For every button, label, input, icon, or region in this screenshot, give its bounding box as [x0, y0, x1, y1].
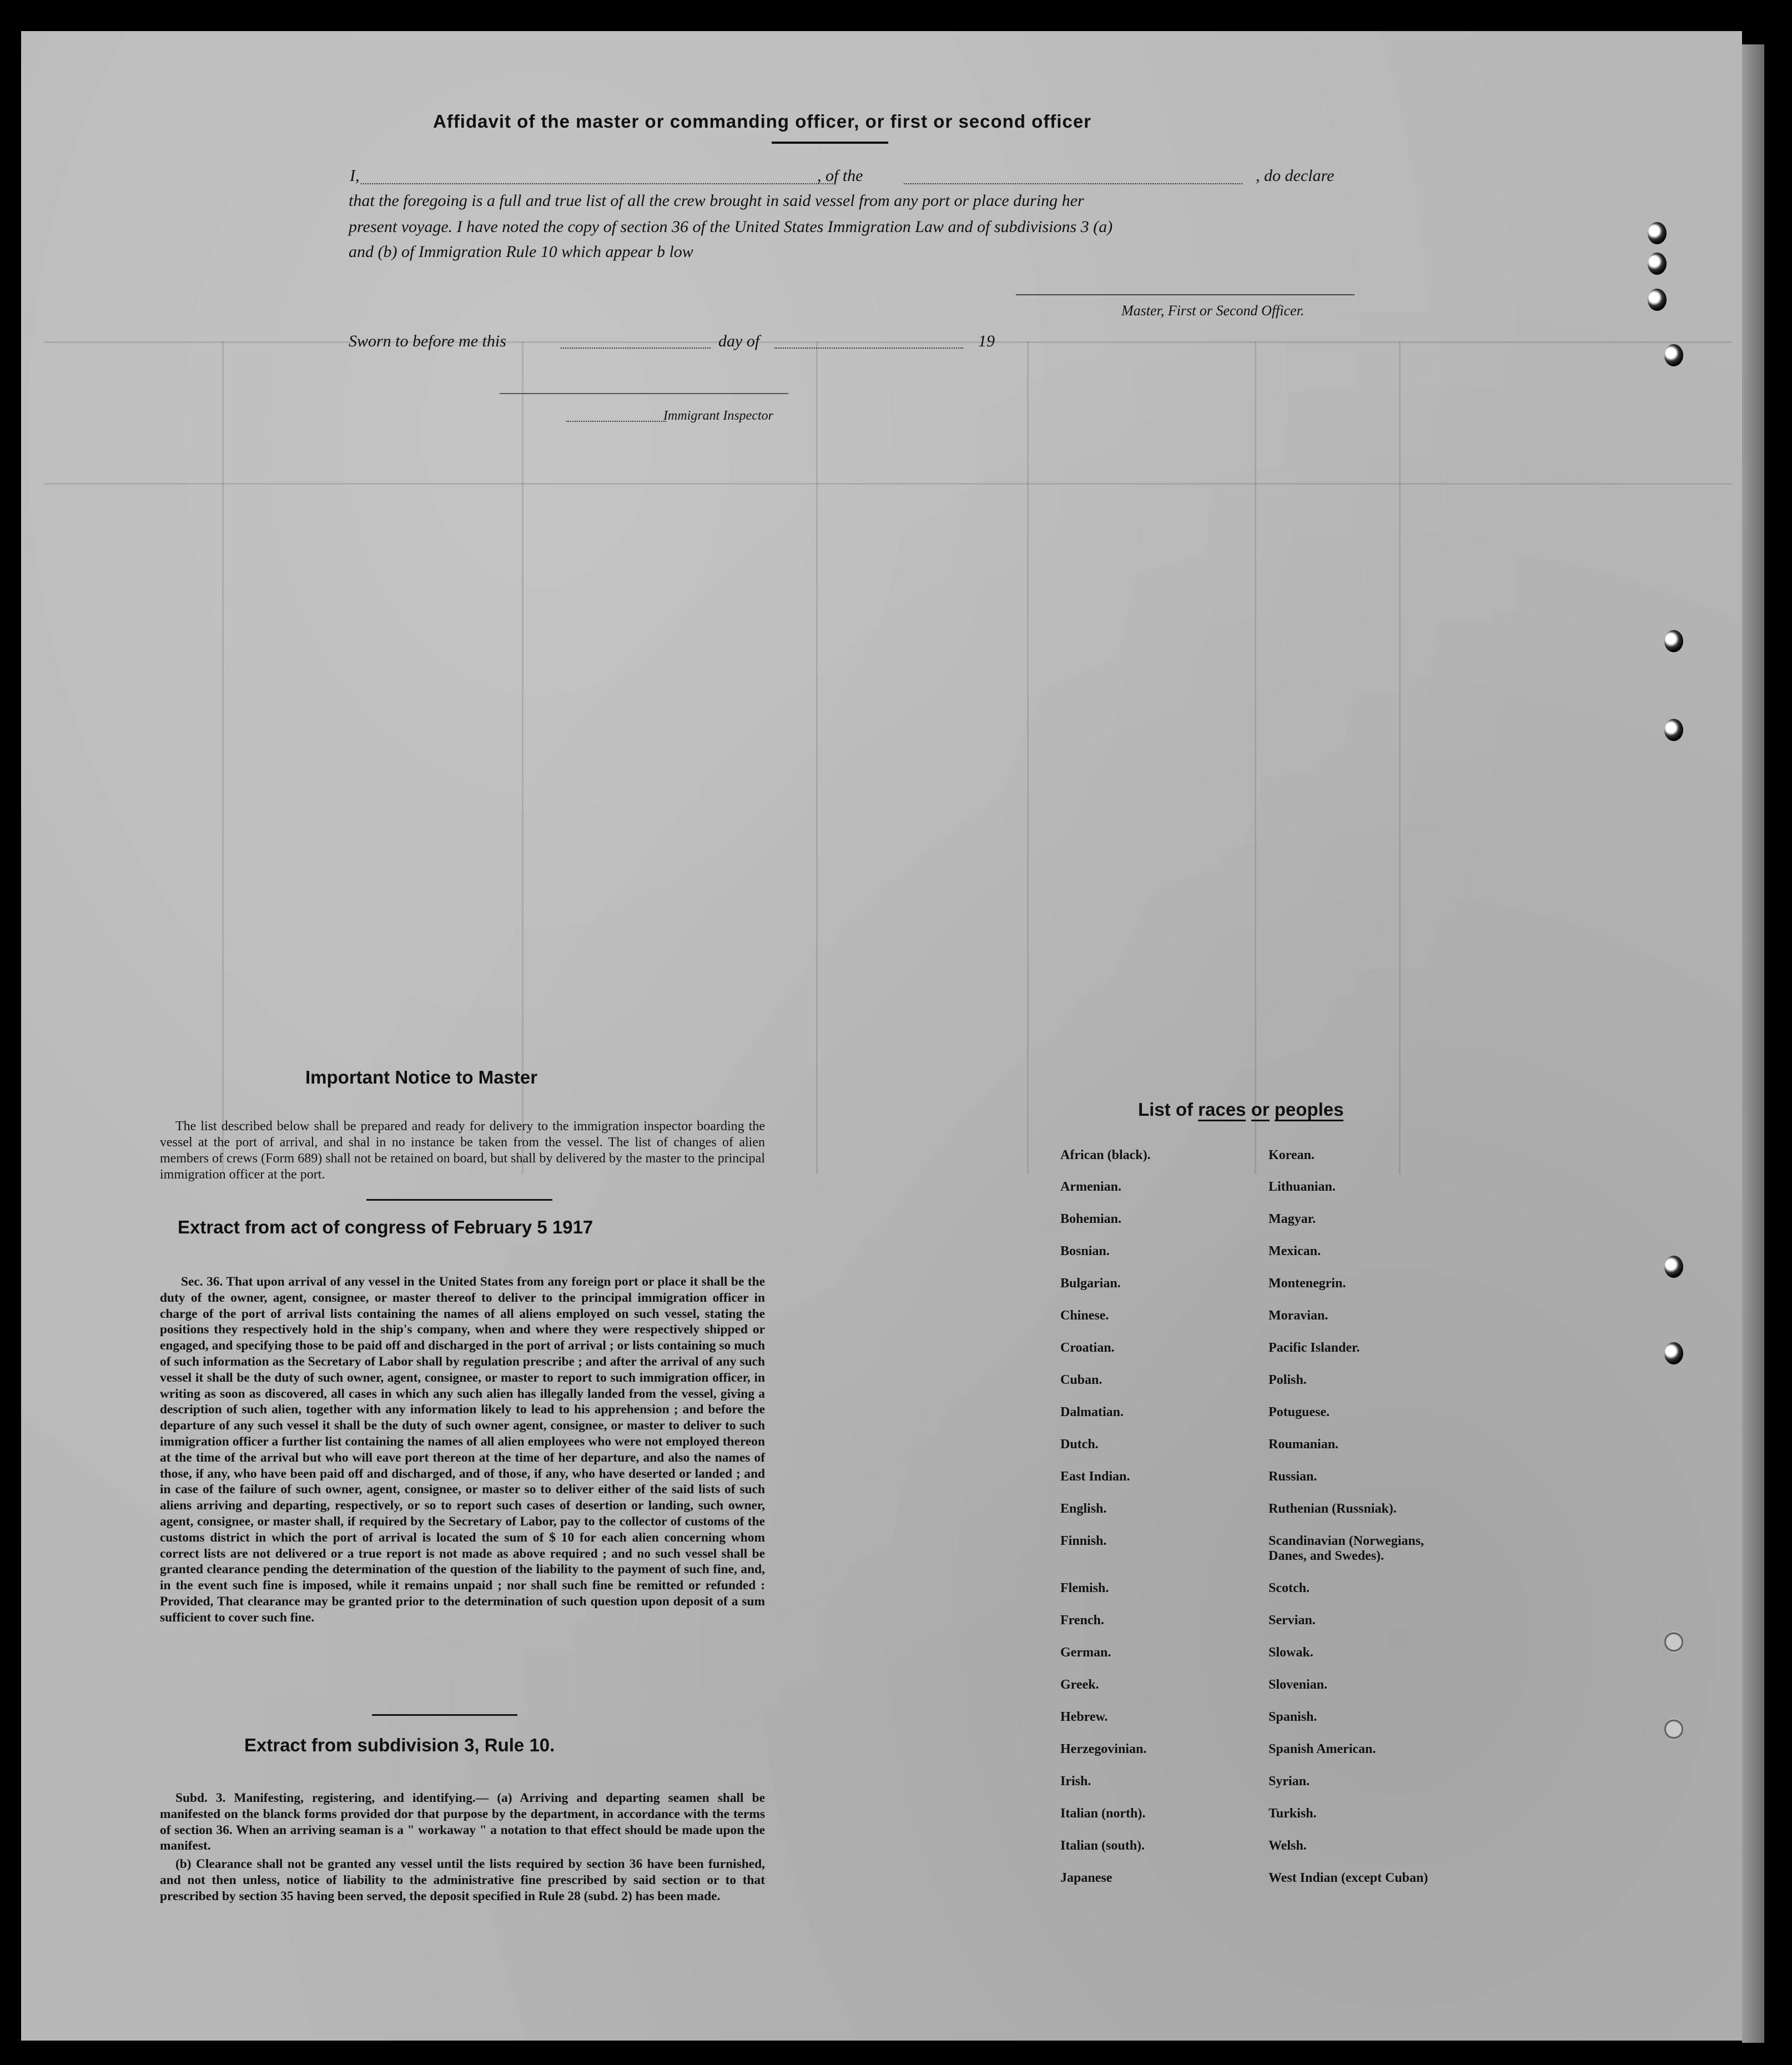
race-item: East Indian.	[1060, 1469, 1130, 1484]
master-name-field[interactable]	[361, 183, 833, 184]
subdivision-3b-text: (b) Clearance shall not be granted any vessel until the lists required by section 36 have been furnished, and not then unless, notice of liability to the administrative fine prescribed by said section or to that prescribed by section 35 having been served, the deposit specified in Rule 28 (subd. 2) has been made.	[160, 1857, 765, 1903]
ghost-table-line	[44, 341, 1732, 343]
notice-title: Important Notice to Master	[305, 1067, 538, 1087]
race-item: Roumanian.	[1269, 1437, 1339, 1452]
binder-hole-icon	[1664, 1256, 1683, 1278]
ghost-table-line	[1255, 341, 1256, 1174]
race-item: Servian.	[1269, 1613, 1316, 1628]
race-item: Italian (north).	[1060, 1806, 1146, 1821]
subdivision-3a-text: Subd. 3. Manifesting, registering, and identifying.— (a) Arriving and departing seamen shall be manifested on the blanck forms provided dor that purpose by the department, in accordance with the terms of section 36. When an arriving seaman is a " workaway " a notation to that effect should be made upon the manifest.	[160, 1791, 765, 1854]
ghost-table-line	[522, 341, 523, 1174]
race-item: Spanish.	[1269, 1710, 1317, 1724]
day-field[interactable]	[561, 347, 711, 349]
affidavit-i-label: I,	[350, 167, 360, 185]
race-item: Dalmatian.	[1060, 1405, 1124, 1419]
divider	[372, 1714, 517, 1716]
race-item: Slovenian.	[1269, 1678, 1328, 1692]
year-label: 19	[978, 332, 995, 350]
extract-act-title: Extract from act of congress of February 5 1917	[178, 1217, 593, 1237]
inspector-label: Immigrant Inspector	[663, 409, 773, 423]
page-edge	[1742, 44, 1764, 2043]
race-item: African (black).	[1060, 1148, 1151, 1162]
race-item: Bosnian.	[1060, 1244, 1110, 1258]
races-title-word: or	[1251, 1099, 1270, 1121]
ghost-table-line	[816, 341, 818, 1174]
race-item: Welsh.	[1269, 1839, 1307, 1853]
race-item: Korean.	[1269, 1148, 1315, 1162]
ghost-table-line	[1399, 341, 1401, 1174]
section-36-text: Sec. 36. That upon arrival of any vessel in the United States from any foreign port or place it shall be the duty of the owner, agent, consignee, or master thereof to deliver to the principal immigration officer in charge of the port of arrival lists containing the names of all aliens employed on such vessel, stating the positions they respectively hold in the ship's company, when and where they were respectively shipped or engaged, and specifying those to be paid off and discharged in the port of arrival ; or lists containing so much of such information as the Secretary of Labor shall by regulation prescribe ; and after the arrival of any such vessel it shall be the duty of such owner, agent, consignee, or master to report to such immigration officer, in writing as soon as discovered, all cases in which any such alien has illegally landed from the vessel, giving a description of such alien, together with any information likely to lead to his apprehension ; and before the departure of any such vessel it shall be the duty of such owner agent, consignee, or master to deliver to such immigration officer a further list containing the names of all alien employees who were not employed thereon at the time of the arrival but who will eave port thereon at the time of her departure, and also the names of those, if any, who have been paid off and discharged, and of those, if any, who have deserted or landed ; and in case of the failure of such owner, agent, consignee, or master so to deliver either of the said lists of such aliens arriving and departing, respectively, or so to report such cases of desertion or landing, such owner, agent, consignee, or master shall, if required by the Secretary of Labor, pay to the collector of customs of the customs district in which the port of arrival is located the sum of $ 10 for each alien concerning whom correct lists are not delivered or a true report is not made as above required ; and no such vessel shall be granted clearance pending the determination of the question of the liability to the payment of such fine, and, in the event such fine is imposed, while it remains unpaid ; nor shall such fine be remitted or refunded : Provided, That clearance may be granted prior to the determination of such question upon deposit of a sum sufficient to cover such fine.	[160, 1275, 765, 1625]
race-item: Scandinavian (Norwegians, Danes, and Swedes).	[1269, 1534, 1424, 1563]
race-item: Bohemian.	[1060, 1212, 1122, 1226]
race-item: Chinese.	[1060, 1308, 1109, 1323]
race-item: Flemish.	[1060, 1581, 1109, 1595]
vessel-name-field[interactable]	[904, 183, 1242, 184]
race-item: Slowak.	[1269, 1645, 1313, 1660]
race-item: Spanish American.	[1269, 1742, 1376, 1756]
notice-body: The list described below shall be prepared and ready for delivery to the immigration inspector boarding the vessel at the port of arrival, and shal in no instance be taken from the vessel. The list of changes of alien members of crews (Form 689) shall not be retained on board, but shall by delivered by the master to the principal immigration officer at the port.	[160, 1119, 765, 1182]
affidavit-text-line: that the foregoing is a full and true list of all the crew brought in said vessel from any port or place during her	[349, 192, 1084, 210]
race-item: Syrian.	[1269, 1774, 1310, 1789]
race-item: Ruthenian (Russniak).	[1269, 1502, 1397, 1516]
races-title-word: peoples	[1275, 1099, 1344, 1121]
sworn-label: Sworn to before me this	[349, 332, 506, 350]
race-item: Polish.	[1269, 1373, 1307, 1387]
do-declare-label: , do declare	[1256, 167, 1335, 185]
binder-hole-icon	[1664, 719, 1683, 741]
scan-border-top	[0, 0, 1792, 31]
race-item: Moravian.	[1269, 1308, 1328, 1323]
binder-hole-icon	[1664, 1718, 1683, 1740]
races-title-word: races	[1198, 1099, 1246, 1121]
race-item: Croatian.	[1060, 1341, 1115, 1355]
race-item: French.	[1060, 1613, 1104, 1628]
affidavit-text-line: present voyage. I have noted the copy of section 36 of the United States Immigration Law and of subdivisions 3 (a)	[349, 218, 1113, 236]
race-item: German.	[1060, 1645, 1111, 1660]
race-item: Japanese	[1060, 1871, 1113, 1885]
race-item: Pacific Islander.	[1269, 1341, 1360, 1355]
race-item: Greek.	[1060, 1678, 1099, 1692]
affidavit-title: Affidavit of the master or commanding officer, or first or second officer	[433, 111, 1092, 132]
race-item: Armenian.	[1060, 1180, 1121, 1194]
race-item: West Indian (except Cuban)	[1269, 1871, 1428, 1885]
master-signature-label: Master, First or Second Officer.	[1121, 303, 1305, 319]
binder-hole-icon	[1648, 222, 1667, 244]
binder-hole-icon	[1664, 630, 1683, 652]
race-item: Dutch.	[1060, 1437, 1099, 1452]
race-item: Herzegovinian.	[1060, 1742, 1147, 1756]
race-item: Lithuanian.	[1269, 1180, 1336, 1194]
binder-hole-icon	[1648, 253, 1667, 275]
race-item: Bulgarian.	[1060, 1276, 1121, 1291]
divider	[366, 1199, 552, 1201]
race-item: Italian (south).	[1060, 1839, 1145, 1853]
race-item: Magyar.	[1269, 1212, 1316, 1226]
ghost-table-line	[1027, 341, 1029, 1174]
races-title-word: List of	[1138, 1099, 1193, 1120]
race-item: Mexican.	[1269, 1244, 1321, 1258]
binder-hole-icon	[1664, 1342, 1683, 1364]
race-item: Potuguese.	[1269, 1405, 1330, 1419]
race-item: Turkish.	[1269, 1806, 1317, 1821]
binder-hole-icon	[1648, 289, 1667, 311]
races-title	[1138, 1099, 1343, 1120]
race-item: Russian.	[1269, 1469, 1317, 1484]
of-the-label: , of the	[817, 167, 863, 185]
day-of-label: day of	[718, 332, 760, 350]
month-field[interactable]	[774, 347, 963, 349]
race-item: Montenegrin.	[1269, 1276, 1346, 1291]
race-item: Scotch.	[1269, 1581, 1310, 1595]
inspector-signature-field[interactable]	[500, 393, 788, 394]
race-item: English.	[1060, 1502, 1107, 1516]
ghost-table-line	[222, 341, 224, 1174]
ghost-table-line	[44, 483, 1732, 485]
affidavit-text-line: and (b) of Immigration Rule 10 which appear b low	[349, 243, 693, 261]
title-underline	[772, 142, 888, 144]
inspector-leader-dots	[566, 421, 666, 422]
race-item: Hebrew.	[1060, 1710, 1108, 1724]
race-item: Irish.	[1060, 1774, 1091, 1789]
extract-rule-title: Extract from subdivision 3, Rule 10.	[244, 1735, 555, 1755]
binder-hole-icon	[1664, 1631, 1683, 1653]
binder-hole-icon	[1664, 344, 1683, 366]
master-signature-field[interactable]	[1016, 294, 1355, 295]
race-item: Cuban.	[1060, 1373, 1103, 1387]
race-item: Finnish.	[1060, 1534, 1107, 1548]
